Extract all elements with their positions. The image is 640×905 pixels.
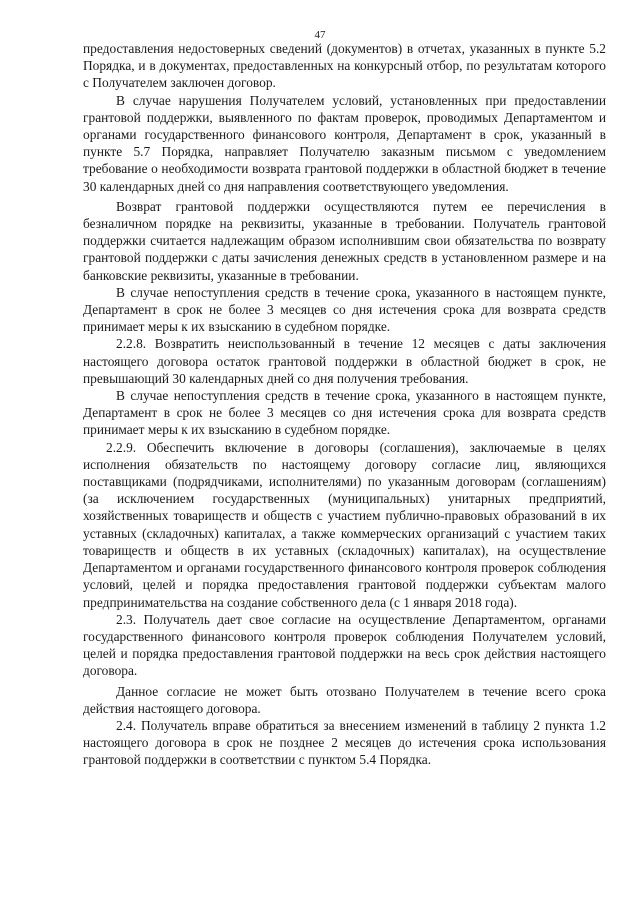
paragraph-violation-return-demand: В случае нарушения Получателем условий, установленных при предоставлении грантовой поддержки, выявленного по фактам проверок, проводимых Департаментом и органами государственного финансового контроля, Департамент в срок, указанный в пункте 5.7 Порядка, направляет Получателю заказным письмом с уведомлением требование о необходимости возврата грантовой поддержки в областной бюджет в течение 30 календарных дней со дня направления соответствующего уведомления. [83,92,606,194]
document-body [83,40,606,769]
paragraph-clause-2-4: 2.4. Получатель вправе обратиться за внесением изменений в таблицу 2 пункта 1.2 настоящего договора в срок не позднее 2 месяцев до истечения срока использования грантовой поддержки в соответствии с пунктом 5.4 Порядка. [83,717,606,768]
paragraph-clause-2-2-9: 2.2.9. Обеспечить включение в договоры (соглашения), заключаемые в целях исполнения обязательств по настоящему договору согласие лиц, являющихся поставщиками (подрядчиками, исполнителями) по указанным договорам (соглашениям) (за исключением государственных (муниципальных) унитарных предприятий, хозяйственных товариществ и обществ с участием публично-правовых образований в их уставных (складочных) капиталах, а также коммерческих организаций с участием таких товариществ и обществ в их уставных (складочных) капиталах), на осуществление Департаментом и органами государственного финансового контроля проверок соблюдения условий, целей и порядка предоставления грантовой поддержки субъектам малого предпринимательства на создание собственного дела (с 1 января 2018 года). [83,439,606,610]
paragraph-clause-2-2-8: 2.2.8. Возвратить неиспользованный в течение 12 месяцев с даты заключения настоящего договора остаток грантовой поддержки в областной бюджет в срок, не превышающий 30 календарных дней со дня получения требования. [83,336,606,386]
paragraph-return-procedure: Возврат грантовой поддержки осуществляются путем ее перечисления в безналичном порядке на реквизиты, указанные в требовании. Получатель грантовой поддержки считается надлежащим образом исполнившим свои обязательства по возврату грантовой поддержки с даты зачисления денежных средств в установленном размере и на банковские реквизиты, указанные в требовании. [83,198,606,283]
paragraph-non-receipt-court-2: В случае непоступления средств в течение срока, указанного в настоящем пункте, Департамент в срок не более 3 месяцев со дня истечения срока для возврата средств принимает меры к их взысканию в судебном порядке. [83,388,606,438]
paragraph-clause-2-3: 2.3. Получатель дает свое согласие на осуществление Департаментом, органами государственного финансового контроля проверок соблюдения Получателем условий, целей и порядка предоставления грантовой поддержки на весь срок действия настоящего договора. [83,611,606,679]
paragraph-continuation: предоставления недостоверных сведений (документов) в отчетах, указанных в пункте 5.2 Порядка, и в документах, предоставленных на конкурсный отбор, по результатам которого с Получателем заключен договор. [83,41,606,91]
page-number: 47 [314,29,326,41]
paragraph-consent-irrevocable: Данное согласие не может быть отозвано Получателем в течение всего срока действия настоящего договора. [83,683,606,716]
paragraph-non-receipt-court: В случае непоступления средств в течение срока, указанного в настоящем пункте, Департамент в срок не более 3 месяцев со дня истечения срока для возврата средств принимает меры к их взысканию в судебном порядке. [83,284,606,335]
